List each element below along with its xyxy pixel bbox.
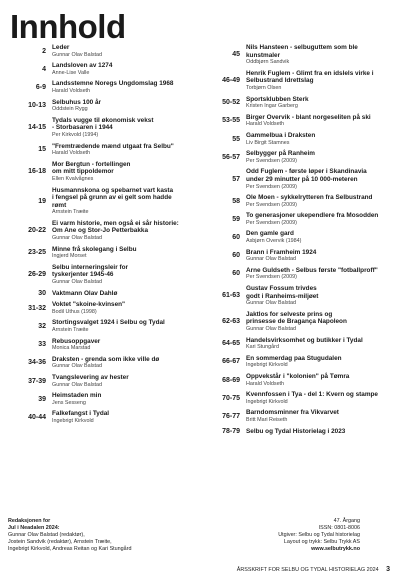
toc-entry-text xyxy=(246,355,396,369)
toc-article-title: Draksten - grenda som ikke ville dø xyxy=(52,355,160,363)
toc-article-title: Brann i Framheim 1924 xyxy=(246,248,317,256)
colophon-line: Jostein Sandvik (redaktør), Arnstein Træite, xyxy=(8,539,112,545)
toc-page-number: 76-77 xyxy=(222,412,240,420)
toc-entry xyxy=(206,44,396,66)
toc-article-title: Tvangslevering av hester xyxy=(52,373,129,381)
toc-entry xyxy=(4,80,194,94)
toc-entry xyxy=(206,391,396,405)
colophon-heading: Redaksjonen for xyxy=(8,518,51,524)
toc-page-number: 61-63 xyxy=(222,292,240,300)
toc-entry xyxy=(4,220,194,242)
toc-article-author: Torbjørn Olsen xyxy=(246,84,282,91)
toc-article-title: Ei varm historie, men også ei sår historie: Om Ane og Stor-Jo Petterbakka xyxy=(52,219,179,235)
toc-entry xyxy=(4,356,194,370)
toc-entry-text xyxy=(52,338,194,352)
toc-article-title: Nils Hansteen - selbuguttem som ble kunstmaler xyxy=(246,44,358,59)
issn: ISSN: 0801-8006 xyxy=(318,525,360,531)
toc-entry xyxy=(4,338,194,352)
toc-entry-text xyxy=(52,187,194,216)
toc-article-title: Gammelbua i Draksten xyxy=(246,131,316,139)
toc-entry xyxy=(206,96,396,110)
toc-article-author: Ingebrigt Kirkvold xyxy=(52,417,94,424)
toc-article-title: Vaktmann Olav Dahlø xyxy=(52,289,118,297)
toc-article-title: Odd Fuglem - første løper i Skandinavia under 29 minutter på 10 000-meteren xyxy=(246,168,367,183)
toc-article-author: Harald Voldseth xyxy=(52,87,91,94)
colophon-line: Gunnar Olav Balstad (redaktør), xyxy=(8,532,85,538)
toc-page-number: 57 xyxy=(232,175,240,183)
toc-page-number: 40-44 xyxy=(28,413,46,421)
toc-article-title: Selbu interneringsleir for tyskerjenter 1945-46 xyxy=(52,263,128,279)
toc-article-author: Gunnar Olav Balstad xyxy=(52,51,103,58)
toc-article-author: Gunnar Olav Balstad xyxy=(246,326,297,332)
toc-article-author: Per Svendsen (2009) xyxy=(246,219,297,226)
toc-entry xyxy=(4,246,194,260)
toc-entry-text xyxy=(52,44,194,58)
toc-page-number: 2 xyxy=(42,47,46,55)
toc-entry xyxy=(206,355,396,369)
toc-page-number: 58 xyxy=(232,197,240,205)
toc-article-title: Selbuhus 100 år xyxy=(52,98,102,106)
toc-entry xyxy=(206,267,396,281)
toc-entry-text xyxy=(52,374,194,388)
volume-number: 47. Årgang xyxy=(333,518,360,524)
toc-entry xyxy=(4,143,194,157)
toc-entry xyxy=(206,337,396,351)
footer-text: ÅRSSKRIFT FOR SELBU OG TYDAL HISTORIELAG 2024 xyxy=(236,567,379,573)
toc-article-title: Landsloven av 1274 xyxy=(52,62,113,70)
toc-entry-text xyxy=(52,246,194,260)
toc-page-number: 55 xyxy=(232,135,240,143)
toc-entry-text xyxy=(246,311,396,333)
toc-page-number: 19 xyxy=(38,197,46,205)
toc-page-number: 26-29 xyxy=(28,271,46,279)
toc-article-author: Per Kirkvold (1994) xyxy=(52,131,99,138)
page-footer xyxy=(237,566,390,573)
toc-entry xyxy=(206,285,396,307)
toc-entry-text xyxy=(52,301,194,315)
toc-article-author: Gunnar Olav Balstad xyxy=(246,300,297,307)
toc-right-column xyxy=(206,44,396,439)
toc-page-number: 70-75 xyxy=(222,394,240,402)
publisher: Utgiver: Selbu og Tydal historielag xyxy=(278,532,360,538)
toc-article-title: Selbu og Tydal Historielag i 2023 xyxy=(246,427,346,435)
toc-entry-text xyxy=(246,391,396,405)
toc-page-number: 64-65 xyxy=(222,340,240,348)
toc-entry-text xyxy=(52,99,194,113)
toc-entry xyxy=(206,373,396,387)
toc-article-author: Harald Voldseth xyxy=(246,121,285,128)
toc-article-author: Oddbjørn Sandvik xyxy=(246,59,290,66)
toc-article-title: Stortingsvalget 1924 i Selbu og Tydal xyxy=(52,319,165,327)
toc-article-author: Arnstein Træite xyxy=(52,209,89,216)
toc-entry-text xyxy=(52,143,194,157)
toc-article-title: Sportsklubben Sterk xyxy=(246,95,309,103)
toc-page-number: 45 xyxy=(232,51,240,59)
toc-entry-text xyxy=(246,249,396,263)
toc-article-author: Kari Stungård xyxy=(246,344,279,351)
toc-page-number: 32 xyxy=(38,323,46,330)
toc-article-author: Jens Sesseng xyxy=(52,399,86,406)
toc-entry xyxy=(4,44,194,58)
toc-entry-text xyxy=(246,70,396,92)
toc-entry xyxy=(4,99,194,113)
toc-page-number: 14-15 xyxy=(28,124,46,132)
toc-page-number: 46-49 xyxy=(222,77,240,85)
toc-entry xyxy=(206,230,396,244)
toc-entry-text xyxy=(246,44,396,66)
toc-page-number: 60 xyxy=(232,252,240,260)
toc-entry-text xyxy=(52,356,194,370)
toc-article-author: Gunnar Olav Balstad xyxy=(52,279,103,286)
toc-article-author: Arnstein Træite xyxy=(52,327,89,333)
toc-article-title: Minne frå skolegang i Selbu xyxy=(52,245,137,253)
toc-article-author: Harald Voldseth xyxy=(246,380,285,387)
toc-page-number: 37-39 xyxy=(28,377,46,385)
toc-article-author: Ingebrigt Kirkvold xyxy=(246,362,288,369)
toc-page-number: 34-36 xyxy=(28,359,46,367)
toc-article-author: Britt Mari Reiseth xyxy=(246,416,288,423)
toc-page-number: 6-9 xyxy=(35,83,46,91)
toc-article-title: Handelsvirksomhet og butikker i Tydal xyxy=(246,336,363,344)
toc-article-title: Tydals vugge til økonomisk vekst - Storbasaren i 1944 xyxy=(52,116,154,132)
toc-entry xyxy=(206,194,396,208)
toc-page-number: 78-79 xyxy=(222,427,240,435)
toc-entry xyxy=(206,168,396,190)
toc-article-title: Selbygger på Ranheim xyxy=(246,150,315,158)
toc-entry-text xyxy=(246,96,396,110)
toc-article-title: Leder xyxy=(52,44,70,51)
toc-entry xyxy=(206,311,396,333)
toc-entry xyxy=(4,301,194,315)
toc-page-number: 66-67 xyxy=(222,358,240,366)
toc-entry-text xyxy=(246,212,396,226)
toc-entry-text xyxy=(52,319,194,333)
toc-article-author: Per Svendsen (2009) xyxy=(246,157,297,164)
toc-entry-text xyxy=(52,290,194,298)
page-title: Innhold xyxy=(10,8,126,45)
toc-article-author: Kristen Ingar Garberg xyxy=(246,103,298,110)
toc-article-author: Liv Birgit Stamnes xyxy=(246,139,290,146)
toc-article-title: Voktet "skoine-kvinsen" xyxy=(52,301,126,309)
toc-entry-text xyxy=(52,80,194,94)
toc-entry xyxy=(206,150,396,164)
toc-entry-text xyxy=(246,114,396,128)
toc-entry-text xyxy=(246,285,396,307)
toc-page-number: 33 xyxy=(38,341,46,349)
toc-entry xyxy=(4,290,194,298)
toc-entry xyxy=(206,249,396,263)
toc-article-author: Gunnar Olav Balstad xyxy=(246,256,297,263)
toc-article-title: Falkefangst i Tydal xyxy=(52,410,110,418)
toc-page-number: 31-32 xyxy=(28,304,46,312)
colophon-line: Ingebrigt Kirkvold, Andreas Reitan og Kari Stungård xyxy=(8,546,132,552)
toc-page-number: 68-69 xyxy=(222,376,240,384)
toc-page-number: 30 xyxy=(38,289,46,297)
toc-entry xyxy=(4,264,194,286)
toc-entry-text xyxy=(246,132,396,146)
toc-article-author: Asbjørn Overvik (1984) xyxy=(246,238,302,245)
toc-entry xyxy=(4,161,194,183)
toc-entry xyxy=(4,187,194,216)
editorial-colophon xyxy=(8,518,208,553)
toc-entry-text xyxy=(52,410,194,424)
toc-entry xyxy=(4,410,194,424)
toc-article-title: Kvennfossen i Tya - del 1: Kvern og stampe xyxy=(246,391,378,399)
toc-page-number: 60 xyxy=(232,234,240,242)
toc-article-title: Husmannskona og spebarnet vart kasta i fengsel på grunn av ei gelt som hadde rømt xyxy=(52,186,174,209)
toc-entry-text xyxy=(246,194,396,208)
toc-article-title: Rebusoppgaver xyxy=(52,337,101,345)
toc-article-author: Per Svendsen (2009) xyxy=(246,201,297,208)
toc-entry xyxy=(4,117,194,139)
toc-entry xyxy=(206,212,396,226)
toc-entry-text xyxy=(52,161,194,183)
toc-entry-text xyxy=(246,230,396,244)
toc-article-title: Barndomsminner fra Vikvarvet xyxy=(246,409,339,417)
toc-article-title: Landsstemne Noregs Ungdomslag 1968 xyxy=(52,80,174,88)
toc-page-number: 59 xyxy=(232,215,240,223)
toc-entry-text xyxy=(246,150,396,164)
toc-page-number: 56-57 xyxy=(222,153,240,161)
toc-entry-text xyxy=(52,264,194,286)
toc-article-title: Birger Overvik - blant norgeseliten på ski xyxy=(246,113,371,121)
toc-entry-text xyxy=(246,168,396,190)
toc-entry xyxy=(206,114,396,128)
toc-article-title: Arne Guldseth - Selbus første "fotballproff" xyxy=(246,266,378,274)
toc-article-author: Monica Marstad xyxy=(52,345,91,352)
toc-article-title: Heimstaden min xyxy=(52,392,102,400)
website-link[interactable]: www.selbutrykk.no xyxy=(311,546,360,552)
toc-entry xyxy=(206,409,396,423)
toc-entry xyxy=(4,392,194,406)
toc-entry-text xyxy=(246,267,396,281)
toc-entry-text xyxy=(246,373,396,387)
toc-page-number: 16-18 xyxy=(28,168,46,176)
toc-entry xyxy=(206,428,396,436)
toc-article-author: Anne-Lise Valle xyxy=(52,69,90,76)
toc-article-author: Ellen Kvalvågnes xyxy=(52,175,94,182)
toc-article-author: Gunnar Olav Balstad xyxy=(52,235,103,242)
toc-article-author: Ingebrigt Kirkvold xyxy=(246,398,288,405)
toc-article-author: Gunnar Olav Balstad xyxy=(52,381,103,388)
toc-page-number: 39 xyxy=(38,395,46,403)
layout-credit: Layout og trykk: Selbu Trykk AS xyxy=(283,539,360,545)
toc-page-number: 53-55 xyxy=(222,117,240,125)
toc-left-column xyxy=(4,44,194,429)
toc-entry-text xyxy=(52,392,194,406)
toc-article-title: To generasjoner ukependlere fra Mosodden xyxy=(246,212,379,220)
toc-article-title: Gustav Fossum trivdes godt i Ranheims-miljøet xyxy=(246,285,319,300)
toc-entry xyxy=(4,319,194,333)
toc-article-author: Per Svendsen (2009) xyxy=(246,183,297,190)
toc-entry xyxy=(206,70,396,92)
toc-article-title: Henrik Fuglem - Glimt fra en idslels virke i Selbustrand Idrettslag xyxy=(246,69,374,85)
toc-article-author: Harald Voldseth xyxy=(52,150,91,157)
toc-article-title: Den gamle gard xyxy=(246,230,294,238)
toc-article-title: Oppvekstår i "kolonien" på Tømra xyxy=(246,372,350,380)
toc-article-author: Gunnar Olav Balstad xyxy=(52,363,103,370)
toc-page-number: 62-63 xyxy=(222,318,240,326)
toc-page-number: 23-25 xyxy=(28,249,46,257)
toc-page-number: 50-52 xyxy=(222,99,240,107)
toc-article-author: Bodil Uthus (1998) xyxy=(52,308,97,315)
toc-article-title: Mor Bergtun - fortellingen om mitt tippoldemor xyxy=(52,160,131,176)
toc-entry-text xyxy=(52,62,194,76)
toc-page-number: 4 xyxy=(42,65,46,73)
toc-article-author: Ingjerd Morset xyxy=(52,253,87,260)
toc-page-number: 10-13 xyxy=(28,102,46,110)
publication-info xyxy=(190,518,360,553)
toc-page-number: 20-22 xyxy=(28,227,46,235)
toc-entry-text xyxy=(52,117,194,139)
toc-entry-text xyxy=(246,409,396,423)
toc-page-number: 60 xyxy=(232,270,240,278)
toc-entry xyxy=(4,62,194,76)
toc-article-title: Jaktlos for selveste prins og prinsesse de Bragança Napoleon xyxy=(246,310,347,326)
toc-article-author: Oddstein Rygg xyxy=(52,106,88,113)
toc-entry-text xyxy=(52,220,194,242)
toc-entry xyxy=(206,132,396,146)
toc-article-author: Per Svendsen (2009) xyxy=(246,274,297,281)
toc-article-title: En sommerdag paa Stugudalen xyxy=(246,354,342,362)
toc-article-title: "Fremtrædende mænd utgaat fra Selbu" xyxy=(52,142,174,150)
toc-article-title: Ole Moen - sykkelrytteren fra Selbustrand xyxy=(246,194,373,202)
toc-entry xyxy=(4,374,194,388)
colophon-heading-2: Jul i Neadalen 2024: xyxy=(8,525,60,531)
toc-page-number: 15 xyxy=(38,146,46,154)
toc-entry-text xyxy=(246,337,396,351)
toc-entry-text xyxy=(246,428,396,436)
page-number: 3 xyxy=(386,566,390,573)
